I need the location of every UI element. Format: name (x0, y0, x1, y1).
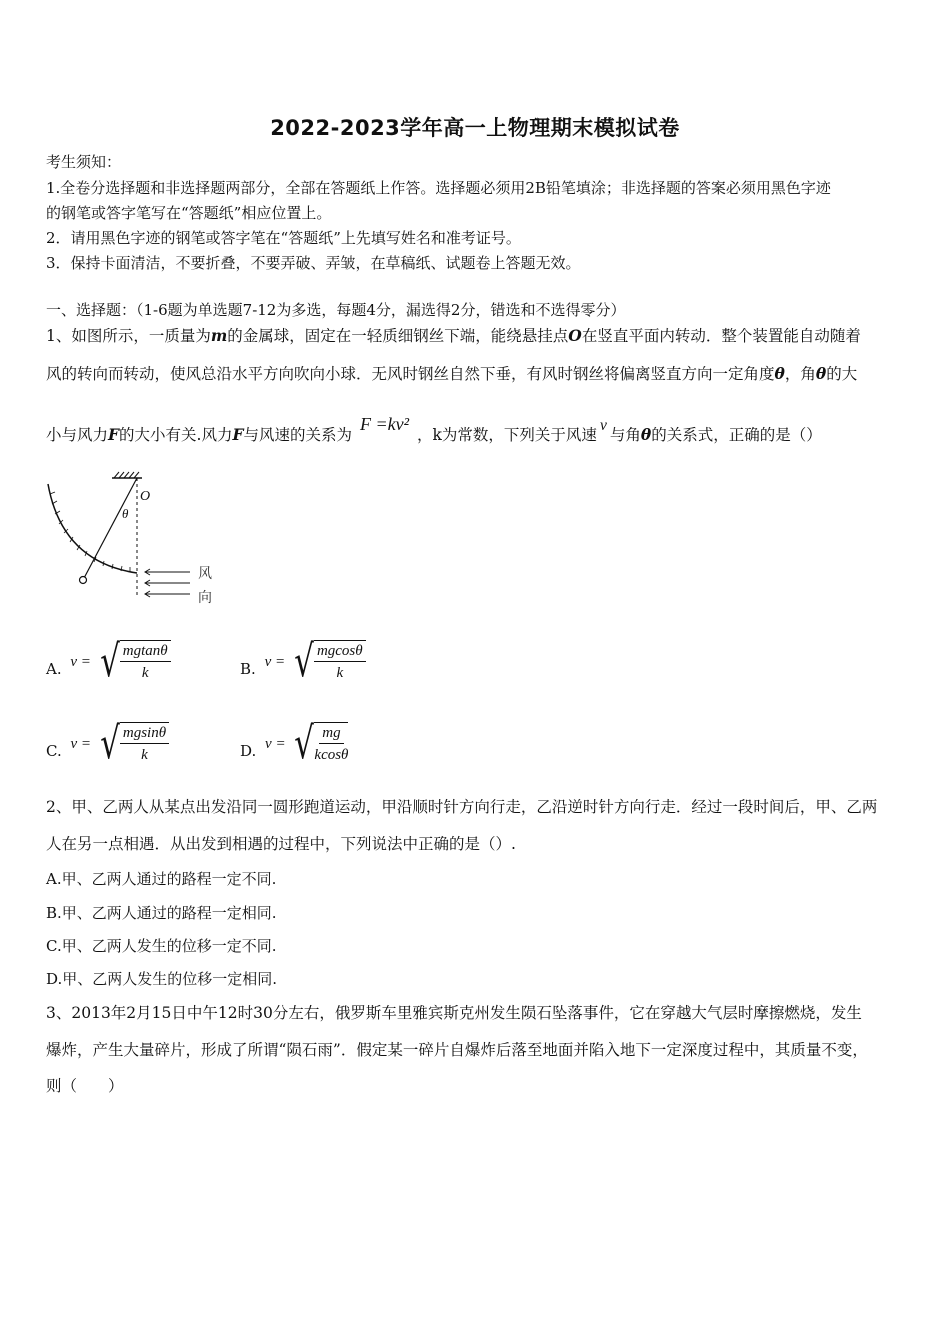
page-title: 2022-2023学年高一上物理期末模拟试卷 (270, 116, 680, 140)
notice-item: 1.全卷分选择题和非选择题两部分，全部在答题纸上作答。选择题必须用2B铅笔填涂；非选择题的答案必须用黑色字迹 (46, 179, 831, 197)
q1-line2: 风的转向而转动，使风总沿水平方向吹向小球．无风时钢丝自然下垂，有风时钢丝将偏离竖直方向一定角度θ，角θ的大 (46, 364, 858, 383)
q3-line3: 则（ ） (46, 1077, 124, 1095)
q2-line1: 2、甲、乙两人从某点出发沿同一圆形跑道运动，甲沿顺时针方向行走，乙沿逆时针方向行走．经过一段时间后，甲、乙两 (46, 798, 878, 816)
O-label: O (140, 489, 151, 504)
notice-item: 3．保持卡面清洁，不要折叠，不要弄破、弄皱，在草稿纸、试题卷上答题无效。 (46, 254, 581, 272)
q1-line3: 小与风力F的大小有关.风力F与风速的关系为F =kv²，k为常数，下列关于风速v与角θ的关系式，正确的是（） (46, 414, 822, 444)
q2-option-c[interactable]: C.甲、乙两人发生的位移一定不同. (46, 937, 277, 955)
q3-line1: 3、2013年2月15日中午12时30分左右，俄罗斯车里雅宾斯克州发生陨石坠落事件，它在穿越大气层时摩擦燃烧，发生 (46, 1004, 862, 1022)
force-formula: F =kv² (360, 414, 410, 434)
pendulum-figure (40, 470, 230, 610)
section-heading: 一、选择题：（1-6题为单选题7-12为多选，每题4分，漏选得2分，错选和不选得零分） (46, 301, 626, 319)
notice-item: 的钢笔或答字笔写在“答题纸”相应位置上。 (46, 204, 332, 222)
q1-line1: 1、如图所示，一质量为m的金属球，固定在一轻质细钢丝下端，能绕悬挂点O在竖直平面内转动．整个装置能自动随着 (46, 326, 861, 345)
q2-option-d[interactable]: D.甲、乙两人发生的位移一定相同. (46, 970, 278, 988)
q2-option-a[interactable]: A.甲、乙两人通过的路程一定不同. (46, 870, 277, 888)
option-b[interactable]: B. v = √ $\frac{mgcos\theta}{k}$ (240, 640, 366, 684)
option-a[interactable]: A. v = √ $\frac{mgtan\theta}{k}$ (46, 640, 171, 684)
q2-line2: 人在另一点相遇．从出发到相遇的过程中，下列说法中正确的是（）. (46, 835, 516, 853)
notice-heading: 考生须知： (46, 153, 122, 171)
q3-line2: 爆炸，产生大量碎片，形成了所谓“陨石雨”．假定某一碎片自爆炸后落至地面并陷入地下一定深度过程中，其质量不变， (46, 1041, 868, 1059)
wind-label: 风 (198, 566, 212, 582)
q2-option-b[interactable]: B.甲、乙两人通过的路程一定相同. (46, 904, 277, 922)
direction-label: 向 (198, 590, 212, 606)
option-c[interactable]: C. v = √ $\frac{mgsin\theta}{k}$ (46, 722, 169, 766)
theta-label: θ (122, 506, 129, 521)
notice-item: 2．请用黑色字迹的钢笔或答字笔在“答题纸”上先填写姓名和准考证号。 (46, 229, 521, 247)
option-d[interactable]: D. v = √ $\frac{mg}{kcos\theta}$ (240, 718, 349, 769)
